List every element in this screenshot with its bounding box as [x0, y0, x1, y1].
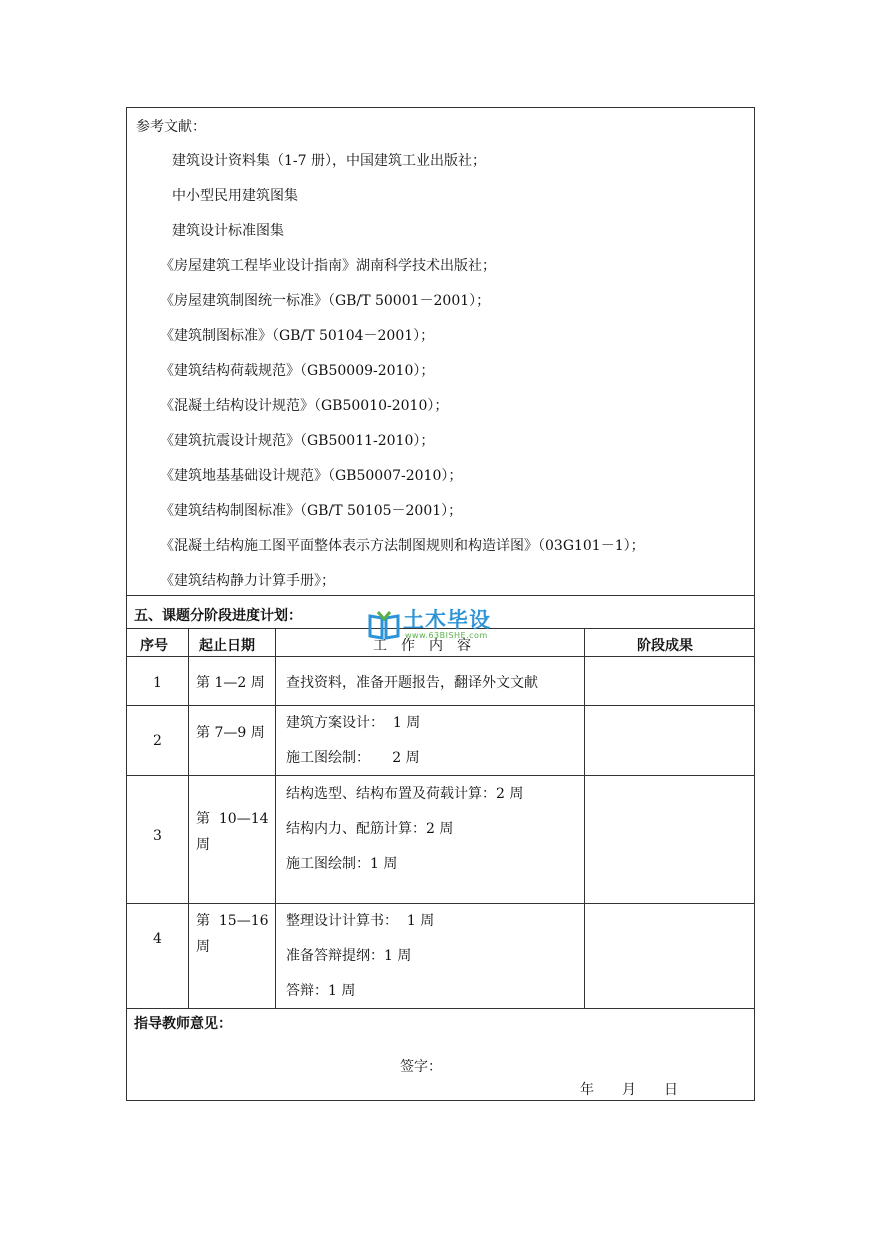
reference-item: 《房屋建筑工程毕业设计指南》湖南科学技术出版社；	[160, 258, 496, 274]
divider-row4-top	[126, 903, 755, 904]
reference-item: 建筑设计资料集（1-7 册），中国建筑工业出版社；	[172, 153, 486, 169]
row-seq: 3	[153, 828, 162, 844]
row-dates: 第 7—9 周	[196, 725, 265, 741]
reference-item: 《建筑地基基础设计规范》（GB50007-2010）；	[160, 468, 463, 484]
reference-item: 《房屋建筑制图统一标准》（GB/T 50001－2001）；	[160, 293, 491, 309]
row-work-line: 整理设计计算书： 1 周	[286, 913, 435, 929]
divider-advisor-top	[126, 1008, 755, 1009]
row-seq: 2	[153, 733, 162, 749]
column-divider-1	[188, 628, 189, 1008]
reference-item: 《混凝土结构设计规范》（GB50010-2010）；	[160, 398, 449, 414]
date-label: 年 月 日	[580, 1082, 678, 1098]
divider-row1-top	[126, 656, 755, 657]
row-work-line: 建筑方案设计： 1 周	[286, 715, 421, 731]
advisor-title: 指导教师意见：	[134, 1016, 232, 1032]
signature-label: 签字：	[400, 1059, 442, 1075]
divider-references-bottom	[126, 595, 755, 596]
row-seq: 1	[153, 675, 162, 691]
column-divider-2	[275, 628, 276, 1008]
header-dates: 起止日期	[199, 638, 255, 654]
row-seq: 4	[153, 931, 162, 947]
reference-item: 《建筑制图标准》（GB/T 50104－2001）；	[160, 328, 435, 344]
row-dates: 第 1—2 周	[196, 675, 265, 691]
row-work-line: 施工图绘制： 2 周	[286, 750, 420, 766]
reference-item: 《建筑结构制图标准》（GB/T 50105－2001）；	[160, 503, 463, 519]
reference-item: 《建筑结构静力计算手册》；	[160, 573, 335, 589]
row-work-line: 查找资料，准备开题报告，翻译外文文献	[286, 675, 538, 691]
row-dates: 第 15—16	[196, 913, 269, 929]
book-logo-icon	[367, 610, 401, 640]
row-dates: 周	[196, 837, 210, 853]
reference-item: 《建筑结构荷载规范》（GB50009-2010）；	[160, 363, 435, 379]
row-work-line: 结构选型、结构布置及荷载计算：2 周	[286, 786, 524, 802]
schedule-title: 五、课题分阶段进度计划：	[134, 608, 302, 624]
row-work-line: 答辩：1 周	[286, 983, 356, 999]
row-dates: 第 10—14	[196, 811, 269, 827]
column-divider-3	[584, 628, 585, 1008]
reference-item: 《混凝土结构施工图平面整体表示方法制图规则和构造详图》（03G101－1）；	[160, 538, 645, 554]
header-result: 阶段成果	[637, 638, 693, 654]
reference-item: 《建筑抗震设计规范》（GB50011-2010）；	[160, 433, 435, 449]
divider-row3-top	[126, 775, 755, 776]
header-work: 工 作 内 容	[373, 638, 471, 654]
reference-item: 建筑设计标准图集	[172, 223, 284, 239]
row-work-line: 施工图绘制：1 周	[286, 856, 398, 872]
watermark-logo-url: www.63BISHE.com	[405, 631, 488, 640]
header-seq: 序号	[140, 638, 168, 654]
watermark-logo-text: 土木毕设	[403, 608, 491, 632]
divider-row2-top	[126, 705, 755, 706]
row-work-line: 结构内力、配筋计算：2 周	[286, 821, 454, 837]
reference-item: 中小型民用建筑图集	[172, 188, 298, 204]
row-dates: 周	[196, 939, 210, 955]
references-title: 参考文献：	[136, 119, 206, 135]
row-work-line: 准备答辩提纲：1 周	[286, 948, 412, 964]
